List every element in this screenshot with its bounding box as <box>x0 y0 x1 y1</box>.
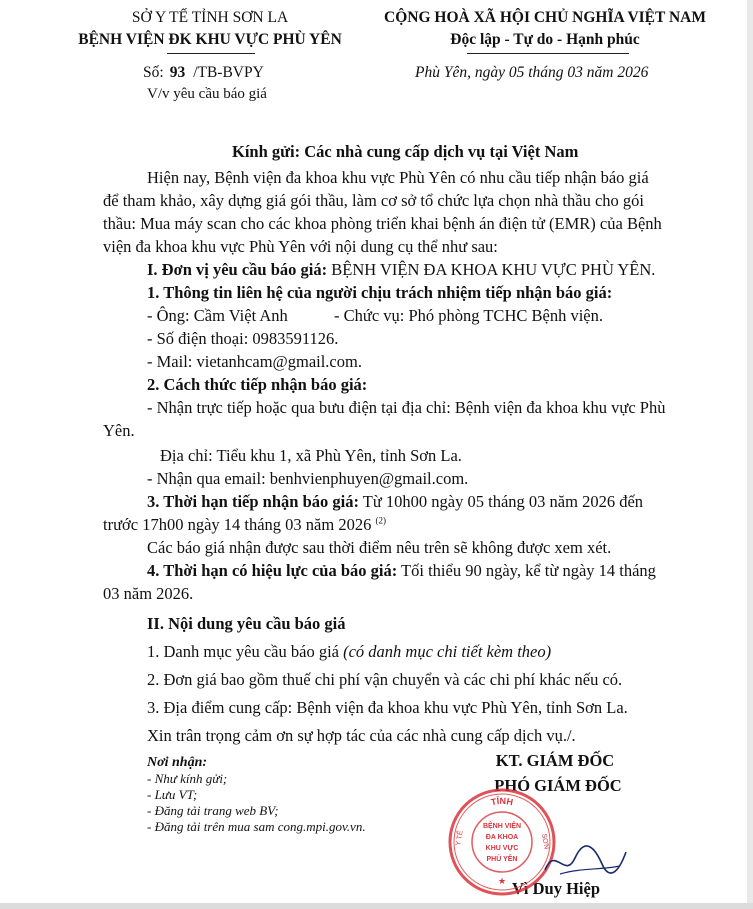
intro-line: thầu: Mua máy scan cho các khoa phòng triển khai bệnh án điện tử (EMR) của Bệnh <box>103 214 662 233</box>
so-suffix: /TB-BVPY <box>193 64 264 81</box>
recipients-block <box>147 755 366 835</box>
deadline-heading: 3. Thời hạn tiếp nhận báo giá: <box>147 492 359 511</box>
subject-line: V/v yêu cầu báo giá <box>147 86 267 102</box>
hospital-name: BỆNH VIỆN ĐK KHU VỰC PHÙ YÊN <box>78 31 342 48</box>
intro-line: để tham khảo, xây dựng giá gói thầu, làm cơ sở tổ chức lựa chọn nhà thầu cho gói <box>103 191 644 210</box>
seal-center-line: BỆNH VIỆN <box>482 823 522 830</box>
section1-line <box>147 260 655 280</box>
validity-line <box>147 561 656 581</box>
recipient-item: - Lưu VT; <box>147 787 198 802</box>
handwritten-signature <box>540 840 630 882</box>
seal-center-line: PHÙ YÊN <box>486 856 518 863</box>
section2-item1 <box>147 642 551 662</box>
page-edge-bottom <box>0 903 753 909</box>
method-heading: 2. Cách thức tiếp nhận báo giá: <box>147 375 368 394</box>
seal-center-line: ĐA KHOA <box>485 834 519 841</box>
validity-line-cont: 03 năm 2026. <box>103 584 194 603</box>
recipient-item: - Như kính gửi; <box>147 771 228 786</box>
deadline-text-cont: trước 17h00 ngày 14 tháng 03 năm 2026 <box>103 515 372 534</box>
signature-title: KT. GIÁM ĐỐC <box>495 751 615 770</box>
seal-center-line: KHU VỰC <box>485 845 519 852</box>
deadline-text: Từ 10h00 ngày 05 tháng 03 năm 2026 đến <box>358 492 644 511</box>
method-email: - Nhận qua email: benhvienphuyen@gmail.com. <box>147 469 469 488</box>
address-line: Địa chỉ: Tiểu khu 1, xã Phù Yên, tỉnh Sơn La. <box>160 446 462 465</box>
department-name: SỞ Y TẾ TỈNH SƠN LA <box>131 9 289 26</box>
issue-date: Phù Yên, ngày 05 tháng 03 năm 2026 <box>415 64 649 81</box>
svg-text:TỈNH <box>490 795 514 807</box>
section2-item3: 3. Địa điểm cung cấp: Bệnh viện đa khoa khu vực Phù Yên, tỉnh Sơn La. <box>147 698 628 717</box>
deadline-line-cont <box>103 515 386 535</box>
contact-mail: - Mail: vietanhcam@gmail.com. <box>147 352 362 371</box>
signature-position: PHÓ GIÁM ĐỐC <box>494 776 622 795</box>
section1-value: BỆNH VIỆN ĐA KHOA KHU VỰC PHÙ YÊN. <box>327 260 656 279</box>
seal-top-text: TỈNH <box>489 795 514 808</box>
validity-heading: 4. Thời hạn có hiệu lực của báo giá: <box>147 561 398 580</box>
contact-name: - Ông: Cầm Việt Anh <box>147 306 288 325</box>
header-left-rule <box>167 53 255 54</box>
section2-item2: 2. Đơn giá bao gồm thuế chi phí vận chuyển và các chi phí khác nếu có. <box>147 670 623 689</box>
so-number: 93 <box>169 64 186 81</box>
header-left <box>60 7 360 51</box>
late-note: Các báo giá nhận được sau thời điểm nêu trên sẽ không được xem xét. <box>147 538 612 557</box>
recipients-title: Nơi nhận: <box>147 755 208 770</box>
recipient-item: - Đăng tải trang web BV; <box>147 803 279 818</box>
validity-text: Tối thiểu 90 ngày, kể từ ngày 14 tháng <box>397 561 656 580</box>
seal-right-text: SƠN <box>540 833 550 850</box>
signer-name: Vì Duy Hiệp <box>511 879 600 898</box>
motto: Độc lập - Tự do - Hạnh phúc <box>450 31 640 48</box>
contact-heading: 1. Thông tin liên hệ của người chịu trách nhiệm tiếp nhận báo giá: <box>147 283 613 302</box>
section1-heading: I. Đơn vị yêu cầu báo giá: <box>147 260 328 279</box>
closing-line: Xin trân trọng cảm ơn sự hợp tác của các nhà cung cấp dịch vụ./. <box>147 726 576 745</box>
item1-note: (có danh mục chi tiết kèm theo) <box>343 642 552 661</box>
intro-line: viện đa khoa khu vực Phù Yên với nội dung cụ thể như sau: <box>103 237 498 256</box>
intro-line: Hiện nay, Bệnh viện đa khoa khu vực Phù Yên có nhu cầu tiếp nhận báo giá <box>147 168 649 187</box>
recipient-item: - Đăng tải trên mua sam cong.mpi.gov.vn. <box>147 819 366 834</box>
country-name: CỘNG HOÀ XÃ HỘI CHỦ NGHĨA VIỆT NAM <box>384 9 706 26</box>
recipient-line: Kính gửi: Các nhà cung cấp dịch vụ tại Việt Nam <box>232 142 579 161</box>
svg-text:★: ★ <box>497 876 507 886</box>
deadline-line <box>147 492 643 512</box>
contact-phone: - Số điện thoại: 0983591126. <box>147 329 339 348</box>
method-direct: - Nhận trực tiếp hoặc qua bưu điện tại địa chỉ: Bệnh viện đa khoa khu vực Phù <box>147 398 666 417</box>
contact-role: - Chức vụ: Phó phòng TCHC Bệnh viện. <box>334 306 603 325</box>
header-right-rule <box>467 53 629 54</box>
header-right <box>350 7 740 51</box>
item1-text: 1. Danh mục yêu cầu báo giá <box>147 642 344 661</box>
method-direct-cont: Yên. <box>103 421 135 440</box>
document-number <box>143 64 264 82</box>
section2-heading: II. Nội dung yêu cầu báo giá <box>147 614 346 633</box>
seal-left-text: Y TẾ <box>455 830 465 847</box>
footnote-marker: (2) <box>375 515 386 526</box>
so-label: Số: <box>143 64 164 81</box>
page-edge-right <box>747 0 753 909</box>
